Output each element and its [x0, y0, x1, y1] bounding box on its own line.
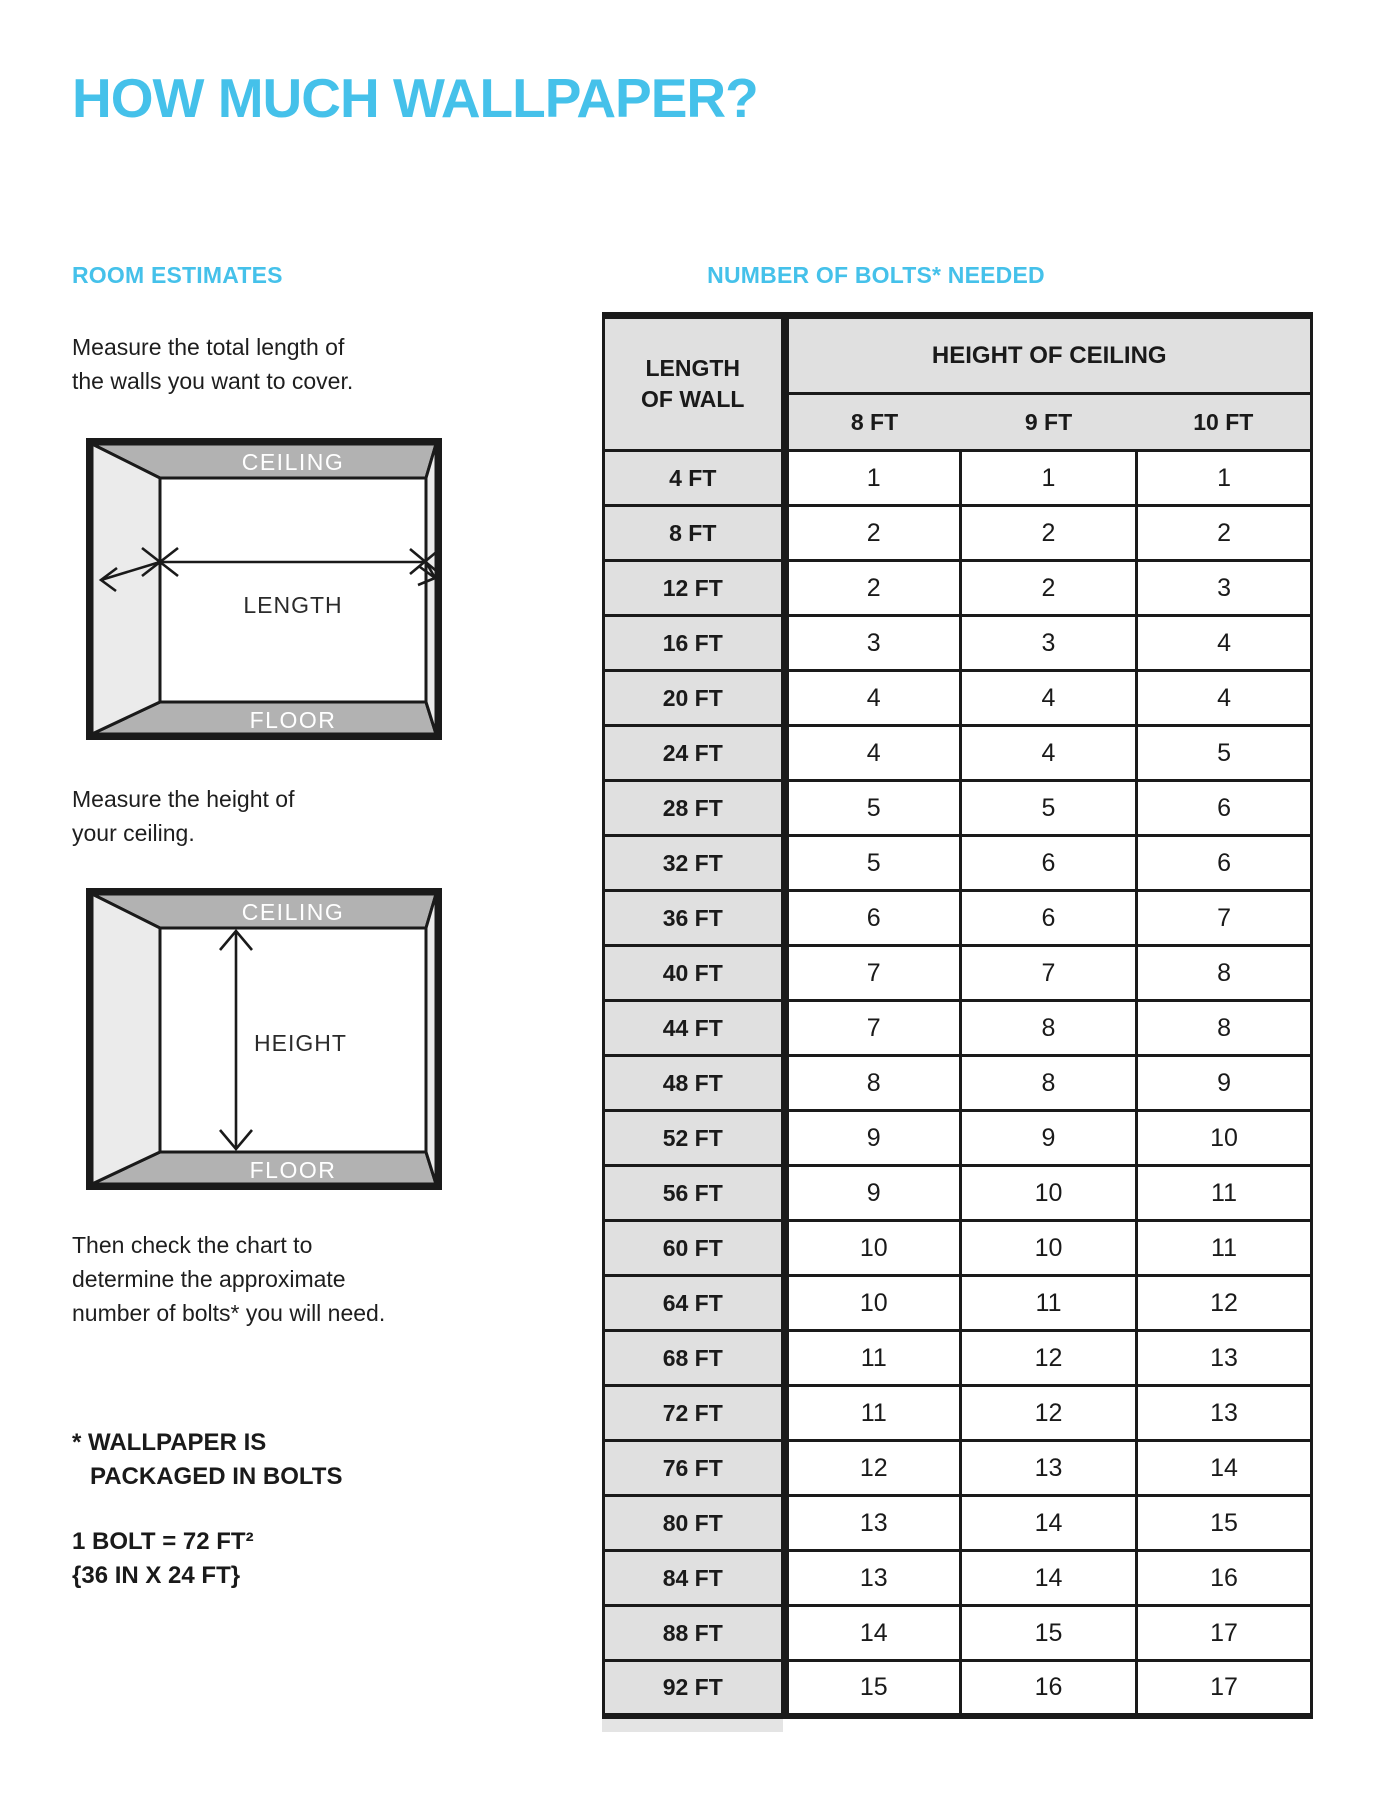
- table-header-row-1: [604, 316, 1312, 394]
- bolts-value-cell: 6: [961, 891, 1137, 946]
- left-wall: [92, 894, 160, 1184]
- bolts-value-cell: 11: [785, 1386, 961, 1441]
- table-row: [604, 1001, 1312, 1056]
- wall-length-cell: 88 FT: [604, 1606, 785, 1661]
- height-of-ceiling-header: HEIGHT OF CEILING: [785, 316, 1312, 394]
- table-row: [604, 1056, 1312, 1111]
- bolts-value-cell: 1: [785, 451, 961, 506]
- table-row: [604, 1221, 1312, 1276]
- wall-length-cell: 60 FT: [604, 1221, 785, 1276]
- table-row: [604, 891, 1312, 946]
- ceiling-label: CEILING: [241, 899, 345, 925]
- check-chart-line2: determine the approximate: [72, 1266, 346, 1292]
- wall-length-cell: 56 FT: [604, 1166, 785, 1221]
- bolts-value-cell: 4: [961, 671, 1137, 726]
- bolts-value-cell: 13: [1137, 1386, 1312, 1441]
- bolts-value-cell: 2: [961, 506, 1137, 561]
- length-of-wall-line2: OF WALL: [641, 386, 745, 412]
- bolts-value-cell: 15: [785, 1661, 961, 1716]
- bolts-value-cell: 2: [961, 561, 1137, 616]
- bolts-value-cell: 2: [785, 506, 961, 561]
- bolt-equivalence: [72, 1525, 254, 1593]
- bolts-value-cell: 9: [785, 1166, 961, 1221]
- bolts-value-cell: 17: [1137, 1606, 1312, 1661]
- bolts-value-cell: 5: [1137, 726, 1312, 781]
- wall-length-cell: 48 FT: [604, 1056, 785, 1111]
- bolts-value-cell: 8: [961, 1001, 1137, 1056]
- bolts-value-cell: 3: [785, 616, 961, 671]
- bolts-value-cell: 6: [961, 836, 1137, 891]
- table-row: [604, 726, 1312, 781]
- column-header-9ft: 9 FT: [961, 394, 1137, 451]
- wall-length-cell: 32 FT: [604, 836, 785, 891]
- bolts-footnote: [72, 1426, 342, 1494]
- bolts-value-cell: 5: [785, 836, 961, 891]
- length-label: LENGTH: [243, 592, 343, 618]
- wall-length-cell: 72 FT: [604, 1386, 785, 1441]
- bolts-value-cell: 5: [785, 781, 961, 836]
- bolts-value-cell: 1: [961, 451, 1137, 506]
- bolts-value-cell: 4: [785, 726, 961, 781]
- wall-length-cell: 44 FT: [604, 1001, 785, 1056]
- table-row: [604, 1441, 1312, 1496]
- table-tail-strip: [602, 1719, 783, 1732]
- bolts-value-cell: 6: [1137, 781, 1312, 836]
- bolts-value-cell: 13: [785, 1551, 961, 1606]
- check-chart-text: [72, 1228, 385, 1330]
- bolts-value-cell: 6: [785, 891, 961, 946]
- bolts-table-head: [604, 316, 1312, 451]
- bolts-value-cell: 11: [1137, 1166, 1312, 1221]
- bolts-value-cell: 7: [1137, 891, 1312, 946]
- table-row: [604, 506, 1312, 561]
- wall-length-cell: 12 FT: [604, 561, 785, 616]
- bolts-value-cell: 16: [961, 1661, 1137, 1716]
- ceiling-label: CEILING: [241, 449, 345, 475]
- measure-length-line2: the walls you want to cover.: [72, 368, 354, 394]
- table-row: [604, 1551, 1312, 1606]
- bolts-value-cell: 8: [1137, 1001, 1312, 1056]
- bolts-value-cell: 13: [961, 1441, 1137, 1496]
- wall-length-cell: 28 FT: [604, 781, 785, 836]
- bolts-value-cell: 14: [961, 1496, 1137, 1551]
- bolts-value-cell: 11: [961, 1276, 1137, 1331]
- table-row: [604, 1386, 1312, 1441]
- bolts-value-cell: 16: [1137, 1551, 1312, 1606]
- bolts-value-cell: 14: [1137, 1441, 1312, 1496]
- bolts-value-cell: 2: [785, 561, 961, 616]
- table-row: [604, 1661, 1312, 1716]
- wall-length-cell: 52 FT: [604, 1111, 785, 1166]
- floor-label: FLOOR: [249, 707, 337, 733]
- measure-height-text: [72, 782, 294, 850]
- bolts-value-cell: 10: [1137, 1111, 1312, 1166]
- bolt-eq-line2: {36 IN X 24 FT}: [72, 1562, 241, 1589]
- bolts-value-cell: 10: [961, 1221, 1137, 1276]
- bolts-value-cell: 15: [1137, 1496, 1312, 1551]
- bolts-needed-heading: NUMBER OF BOLTS* NEEDED: [707, 262, 1045, 288]
- table-row: [604, 946, 1312, 1001]
- table-row: [604, 1276, 1312, 1331]
- wall-length-cell: 16 FT: [604, 616, 785, 671]
- table-row: [604, 1331, 1312, 1386]
- wall-length-cell: 36 FT: [604, 891, 785, 946]
- measure-length-line1: Measure the total length of: [72, 334, 345, 360]
- length-of-wall-line1: LENGTH: [645, 355, 741, 381]
- length-of-wall-header: [604, 316, 785, 451]
- check-chart-line3: number of bolts* you will need.: [72, 1300, 386, 1326]
- table-row: [604, 836, 1312, 891]
- bolts-value-cell: 9: [785, 1111, 961, 1166]
- measure-height-line2: your ceiling.: [72, 820, 195, 846]
- bolts-table: [602, 312, 1313, 1719]
- room-estimates-heading: ROOM ESTIMATES: [72, 262, 283, 288]
- check-chart-line1: Then check the chart to: [72, 1232, 313, 1258]
- room-length-diagram: [86, 438, 442, 740]
- wall-length-cell: 64 FT: [604, 1276, 785, 1331]
- bolts-value-cell: 4: [961, 726, 1137, 781]
- bolts-value-cell: 10: [785, 1221, 961, 1276]
- table-row: [604, 1496, 1312, 1551]
- bolts-value-cell: 13: [785, 1496, 961, 1551]
- bolts-value-cell: 3: [1137, 561, 1312, 616]
- page-title: HOW MUCH WALLPAPER?: [72, 67, 758, 129]
- bolts-value-cell: 14: [785, 1606, 961, 1661]
- bolts-value-cell: 17: [1137, 1661, 1312, 1716]
- bolt-eq-line1: 1 BOLT = 72 FT²: [72, 1528, 254, 1555]
- table-row: [604, 781, 1312, 836]
- bolts-value-cell: 1: [1137, 451, 1312, 506]
- bolts-value-cell: 14: [961, 1551, 1137, 1606]
- column-header-10ft: 10 FT: [1137, 394, 1312, 451]
- table-row: [604, 671, 1312, 726]
- bolts-value-cell: 13: [1137, 1331, 1312, 1386]
- bolts-value-cell: 10: [961, 1166, 1137, 1221]
- bolts-value-cell: 12: [785, 1441, 961, 1496]
- bolts-value-cell: 2: [1137, 506, 1312, 561]
- footnote-line2: PACKAGED IN BOLTS: [90, 1463, 343, 1490]
- bolts-value-cell: 3: [961, 616, 1137, 671]
- table-row: [604, 1166, 1312, 1221]
- wall-length-cell: 20 FT: [604, 671, 785, 726]
- bolts-value-cell: 9: [961, 1111, 1137, 1166]
- wall-length-cell: 40 FT: [604, 946, 785, 1001]
- table-row: [604, 561, 1312, 616]
- back-wall: [160, 478, 426, 702]
- floor-label: FLOOR: [249, 1157, 337, 1183]
- footnote-line1: * WALLPAPER IS: [72, 1429, 267, 1456]
- bolts-value-cell: 8: [961, 1056, 1137, 1111]
- table-row: [604, 451, 1312, 506]
- measure-height-line1: Measure the height of: [72, 786, 295, 812]
- table-row: [604, 1606, 1312, 1661]
- bolts-value-cell: 7: [961, 946, 1137, 1001]
- bolts-value-cell: 7: [785, 1001, 961, 1056]
- wall-length-cell: 80 FT: [604, 1496, 785, 1551]
- bolts-value-cell: 12: [961, 1331, 1137, 1386]
- bolts-value-cell: 5: [961, 781, 1137, 836]
- bolts-value-cell: 4: [1137, 671, 1312, 726]
- bolts-value-cell: 15: [961, 1606, 1137, 1661]
- bolts-value-cell: 10: [785, 1276, 961, 1331]
- left-wall: [92, 444, 160, 734]
- bolts-value-cell: 4: [1137, 616, 1312, 671]
- bolts-value-cell: 9: [1137, 1056, 1312, 1111]
- column-header-8ft: 8 FT: [785, 394, 961, 451]
- bolts-value-cell: 6: [1137, 836, 1312, 891]
- bolts-value-cell: 8: [1137, 946, 1312, 1001]
- bolts-table-body: [604, 451, 1312, 1716]
- bolts-value-cell: 12: [1137, 1276, 1312, 1331]
- room-height-diagram: [86, 888, 442, 1190]
- wall-length-cell: 68 FT: [604, 1331, 785, 1386]
- bolts-value-cell: 11: [1137, 1221, 1312, 1276]
- wall-length-cell: 24 FT: [604, 726, 785, 781]
- table-row: [604, 1111, 1312, 1166]
- wall-length-cell: 4 FT: [604, 451, 785, 506]
- bolts-value-cell: 12: [961, 1386, 1137, 1441]
- wall-length-cell: 84 FT: [604, 1551, 785, 1606]
- wall-length-cell: 76 FT: [604, 1441, 785, 1496]
- wall-length-cell: 8 FT: [604, 506, 785, 561]
- bolts-value-cell: 8: [785, 1056, 961, 1111]
- bolts-value-cell: 4: [785, 671, 961, 726]
- wall-length-cell: 92 FT: [604, 1661, 785, 1716]
- height-label: HEIGHT: [254, 1030, 347, 1056]
- table-row: [604, 616, 1312, 671]
- bolts-value-cell: 11: [785, 1331, 961, 1386]
- measure-length-text: [72, 330, 353, 398]
- bolts-value-cell: 7: [785, 946, 961, 1001]
- bolts-table-container: [602, 312, 1310, 1732]
